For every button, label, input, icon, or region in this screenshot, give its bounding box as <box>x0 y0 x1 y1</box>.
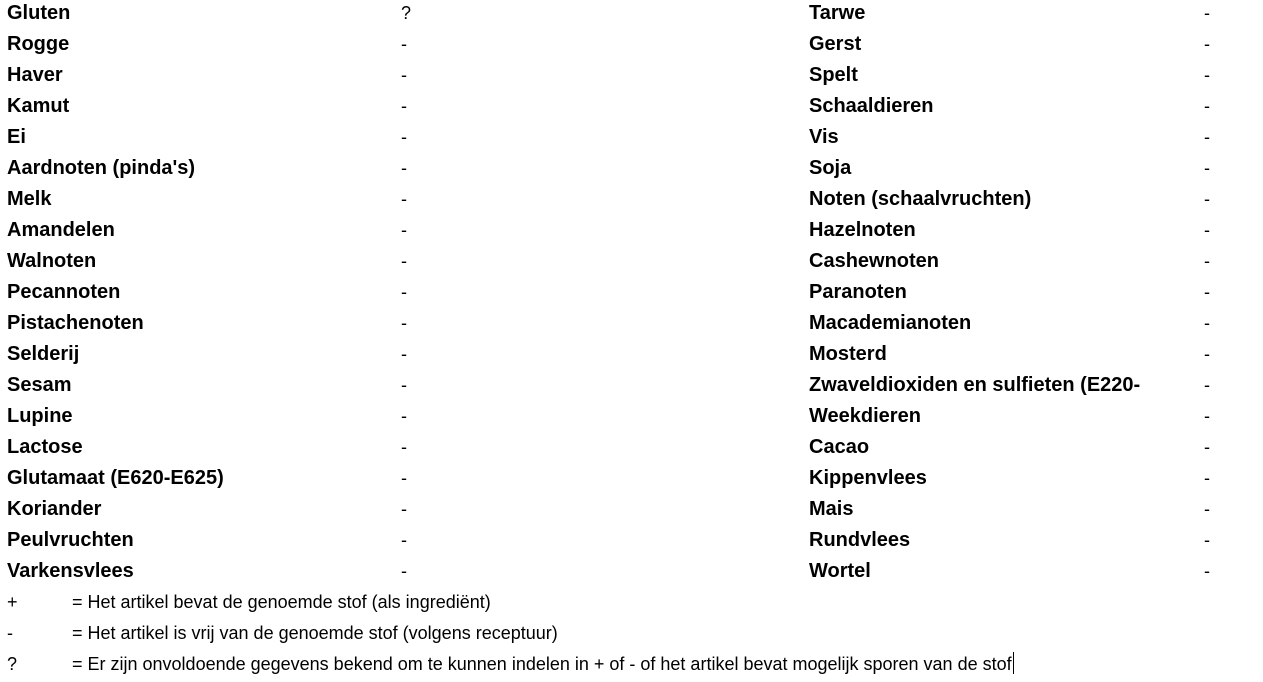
table-row <box>0 0 1263 31</box>
table-row <box>0 341 1263 372</box>
allergen-value: - <box>401 189 407 209</box>
allergen-name: Zwaveldioxiden en sulfieten (E220- <box>809 374 1141 396</box>
legend-symbol: ? <box>7 654 18 674</box>
allergen-value: - <box>1204 65 1210 85</box>
table-row <box>0 186 1263 217</box>
allergen-name: Paranoten <box>809 281 907 303</box>
allergen-value: - <box>1204 561 1210 581</box>
legend-text: = Het artikel is vrij van de genoemde stof (volgens receptuur) <box>72 623 558 643</box>
table-row <box>0 527 1263 558</box>
allergen-name: Wortel <box>809 560 871 582</box>
allergen-name: Rogge <box>7 33 70 55</box>
allergen-name: Aardnoten (pinda's) <box>7 157 196 179</box>
allergen-value: - <box>1204 344 1210 364</box>
allergen-name: Vis <box>809 126 839 148</box>
allergen-value: - <box>401 499 407 519</box>
allergen-name: Haver <box>7 64 63 86</box>
table-row <box>0 124 1263 155</box>
allergen-value: - <box>1204 96 1210 116</box>
allergen-name: Lupine <box>7 405 73 427</box>
allergen-name: Koriander <box>7 498 102 520</box>
allergen-value: - <box>1204 158 1210 178</box>
allergen-name: Soja <box>809 157 852 179</box>
allergen-name: Hazelnoten <box>809 219 916 241</box>
allergen-name: Schaaldieren <box>809 95 934 117</box>
allergen-name: Glutamaat (E620-E625) <box>7 467 224 489</box>
allergen-name: Selderij <box>7 343 80 365</box>
allergen-name: Amandelen <box>7 219 115 241</box>
allergen-name: Noten (schaalvruchten) <box>809 188 1032 210</box>
legend-symbol: - <box>7 623 13 643</box>
allergen-value: - <box>1204 499 1210 519</box>
table-row <box>0 434 1263 465</box>
legend-text: = Er zijn onvoldoende gegevens bekend om te kunnen indelen in + of - of het artikel bevat mogelijk sporen van de stof <box>72 654 1012 674</box>
allergen-value: - <box>1204 220 1210 240</box>
allergen-value: - <box>401 127 407 147</box>
allergen-name: Cashewnoten <box>809 250 940 272</box>
allergen-value: - <box>1204 468 1210 488</box>
legend-row <box>0 651 1263 682</box>
allergen-name: Tarwe <box>809 2 866 24</box>
allergen-name: Rundvlees <box>809 529 911 551</box>
allergen-name: Pistachenoten <box>7 312 144 334</box>
allergen-name: Varkensvlees <box>7 560 134 582</box>
allergen-name: Mais <box>809 498 854 520</box>
allergen-value: - <box>401 251 407 271</box>
table-row <box>0 93 1263 124</box>
allergen-value: - <box>401 220 407 240</box>
allergen-name: Walnoten <box>7 250 97 272</box>
table-row <box>0 155 1263 186</box>
allergen-name: Macademianoten <box>809 312 972 334</box>
allergen-value: - <box>401 158 407 178</box>
legend-row <box>0 620 1263 651</box>
allergen-name: Kippenvlees <box>809 467 927 489</box>
table-row <box>0 62 1263 93</box>
allergen-value: - <box>401 96 407 116</box>
table-row <box>0 496 1263 527</box>
allergen-value: - <box>401 468 407 488</box>
allergen-name: Ei <box>7 126 26 148</box>
allergen-name: Lactose <box>7 436 83 458</box>
allergen-value: - <box>1204 313 1210 333</box>
allergen-name: Cacao <box>809 436 870 458</box>
allergen-value: - <box>401 530 407 550</box>
allergen-value: - <box>401 437 407 457</box>
allergen-name: Gerst <box>809 33 862 55</box>
allergen-value: - <box>401 34 407 54</box>
table-row <box>0 372 1263 403</box>
allergen-name: Mosterd <box>809 343 887 365</box>
table-row <box>0 279 1263 310</box>
allergen-value: - <box>1204 437 1210 457</box>
table-row <box>0 403 1263 434</box>
allergen-value: - <box>1204 530 1210 550</box>
allergen-value: - <box>1204 127 1210 147</box>
allergen-value: - <box>1204 282 1210 302</box>
allergen-name: Peulvruchten <box>7 529 134 551</box>
allergen-name: Pecannoten <box>7 281 121 303</box>
allergen-value: - <box>401 282 407 302</box>
allergen-name: Kamut <box>7 95 70 117</box>
allergen-value: - <box>1204 3 1210 23</box>
allergen-name: Spelt <box>809 64 858 86</box>
legend-symbol: + <box>7 592 18 612</box>
table-row <box>0 248 1263 279</box>
legend-text-container <box>72 651 1014 677</box>
table-row <box>0 217 1263 248</box>
allergen-value: - <box>401 313 407 333</box>
allergen-value: - <box>401 344 407 364</box>
table-row <box>0 310 1263 341</box>
allergen-name: Sesam <box>7 374 72 396</box>
table-row <box>0 465 1263 496</box>
allergen-value: - <box>1204 251 1210 271</box>
allergen-value: - <box>401 406 407 426</box>
allergen-name: Gluten <box>7 2 71 24</box>
allergen-value: - <box>401 65 407 85</box>
allergen-value: - <box>1204 375 1210 395</box>
table-row <box>0 31 1263 62</box>
allergen-value: - <box>401 561 407 581</box>
allergen-name: Melk <box>7 188 52 210</box>
legend-row <box>0 589 1263 620</box>
allergen-value: ? <box>401 3 412 23</box>
legend <box>0 589 1263 682</box>
allergen-value: - <box>1204 34 1210 54</box>
table-row <box>0 558 1263 589</box>
allergen-value: - <box>401 375 407 395</box>
allergen-value: - <box>1204 189 1210 209</box>
allergen-value: - <box>1204 406 1210 426</box>
text-cursor <box>1013 652 1014 674</box>
allergen-name: Weekdieren <box>809 405 921 427</box>
legend-text: = Het artikel bevat de genoemde stof (als ingrediënt) <box>72 592 491 612</box>
